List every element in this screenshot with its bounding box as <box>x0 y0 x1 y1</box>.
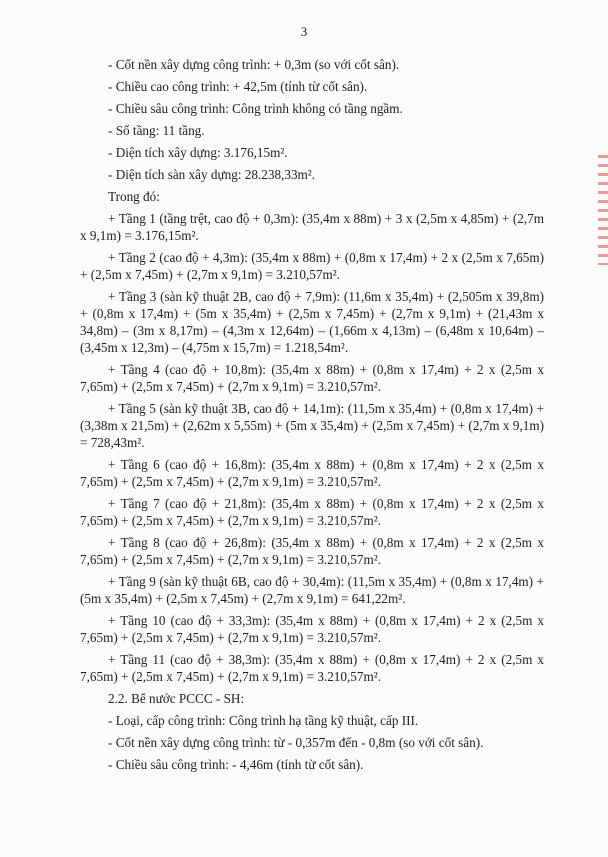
floor-1-paragraph: + Tầng 1 (tầng trệt, cao độ + 0,3m): (35,4m x 88m) + 3 x (2,5m x 4,85m) + (2,7m x 9,1m) = 3.176,15m². <box>80 211 544 243</box>
floor-2-paragraph: + Tầng 2 (cao độ + 4,3m): (35,4m x 88m) + (0,8m x 17,4m) + 2 x (2,5m x 7,65m) + (2,5m x 7,45m) + (2,7m x 9,1m) = 3.210,57m². <box>80 250 544 282</box>
section-heading: 2.2. Bể nước PCCC - SH: <box>108 691 245 706</box>
building-area-line: - Diện tích xây dựng: 3.176,15m². <box>108 145 288 160</box>
section-depth-line: - Chiều sâu công trình: - 4,46m (tính từ cốt sân). <box>108 757 364 772</box>
including-label: Trong đó: <box>108 189 160 204</box>
floor-6-paragraph: + Tầng 6 (cao độ + 16,8m): (35,4m x 88m) + (0,8m x 17,4m) + 2 x (2,5m x 7,65m) + (2,5m x 7,45m) + (2,7m x 9,1m) = 3.210,57m². <box>80 457 544 489</box>
floor-5-paragraph: + Tầng 5 (sàn kỹ thuật 3B, cao độ + 14,1m): (11,5m x 35,4m) + (0,8m x 17,4m) + (3,38m x 21,5m) + (2,62m x 5,55m) + (5m x 35,4m) + (2,5m x 7,45m) + (2,7m x 9,1m) = 728,43m². <box>80 401 544 450</box>
floors-count-line: - Số tầng: 11 tầng. <box>108 123 205 138</box>
depth-line: - Chiều sâu công trình: Công trình không có tầng ngầm. <box>108 101 403 116</box>
floor-3-paragraph: + Tầng 3 (sàn kỹ thuật 2B, cao độ + 7,9m): (11,6m x 35,4m) + (2,505m x 39,8m) + (0,8m x 17,4m) + (5m x 35,4m) + (2,5m x 7,45m) + (2,7m x 9,1m) + (21,43m x 34,8m) – (3m x 8,17m) – (4,3m x 12,64m) – (1,66m x 4,13m) – (6,48m x 10,64m) – (3,45m x 12,3m) – (4,75m x 15,7m) = 1.218,54m². <box>80 289 544 355</box>
floor-9-paragraph: + Tầng 9 (sàn kỹ thuật 6B, cao độ + 30,4m): (11,5m x 35,4m) + (0,8m x 17,4m) + (5m x 35,4m) + (2,5m x 7,45m) + (2,7m x 9,1m) = 641,22m². <box>80 574 544 606</box>
floor-8-paragraph: + Tầng 8 (cao độ + 26,8m): (35,4m x 88m) + (0,8m x 17,4m) + 2 x (2,5m x 7,65m) + (2,5m x 7,45m) + (2,7m x 9,1m) = 3.210,57m². <box>80 535 544 567</box>
height-line: - Chiều cao công trình: + 42,5m (tính từ cốt sân). <box>108 79 368 94</box>
red-stamp-mark <box>598 155 608 265</box>
floor-10-paragraph: + Tầng 10 (cao độ + 33,3m): (35,4m x 88m) + (0,8m x 17,4m) + 2 x (2,5m x 7,65m) + (2,5m x 7,45m) + (2,7m x 9,1m) = 3.210,57m². <box>80 613 544 645</box>
document-body <box>80 56 544 778</box>
page-number: 3 <box>300 24 308 39</box>
floor-area-line: - Diện tích sàn xây dựng: 28.238,33m². <box>108 167 316 182</box>
ground-level-line: - Cốt nền xây dựng công trình: + 0,3m (so với cốt sân). <box>108 57 400 72</box>
section-type-line: - Loại, cấp công trình: Công trình hạ tầng kỹ thuật, cấp III. <box>108 713 419 728</box>
section-level-line: - Cốt nền xây dựng công trình: từ - 0,357m đến - 0,8m (so với cốt sân). <box>108 735 484 750</box>
floor-11-paragraph: + Tầng 11 (cao độ + 38,3m): (35,4m x 88m) + (0,8m x 17,4m) + 2 x (2,5m x 7,65m) + (2,5m x 7,45m) + (2,7m x 9,1m) = 3.210,57m². <box>80 652 544 684</box>
floor-4-paragraph: + Tầng 4 (cao độ + 10,8m): (35,4m x 88m) + (0,8m x 17,4m) + 2 x (2,5m x 7,65m) + (2,5m x 7,45m) + (2,7m x 9,1m) = 3.210,57m². <box>80 362 544 394</box>
floor-7-paragraph: + Tầng 7 (cao độ + 21,8m): (35,4m x 88m) + (0,8m x 17,4m) + 2 x (2,5m x 7,65m) + (2,5m x 7,45m) + (2,7m x 9,1m) = 3.210,57m². <box>80 496 544 528</box>
